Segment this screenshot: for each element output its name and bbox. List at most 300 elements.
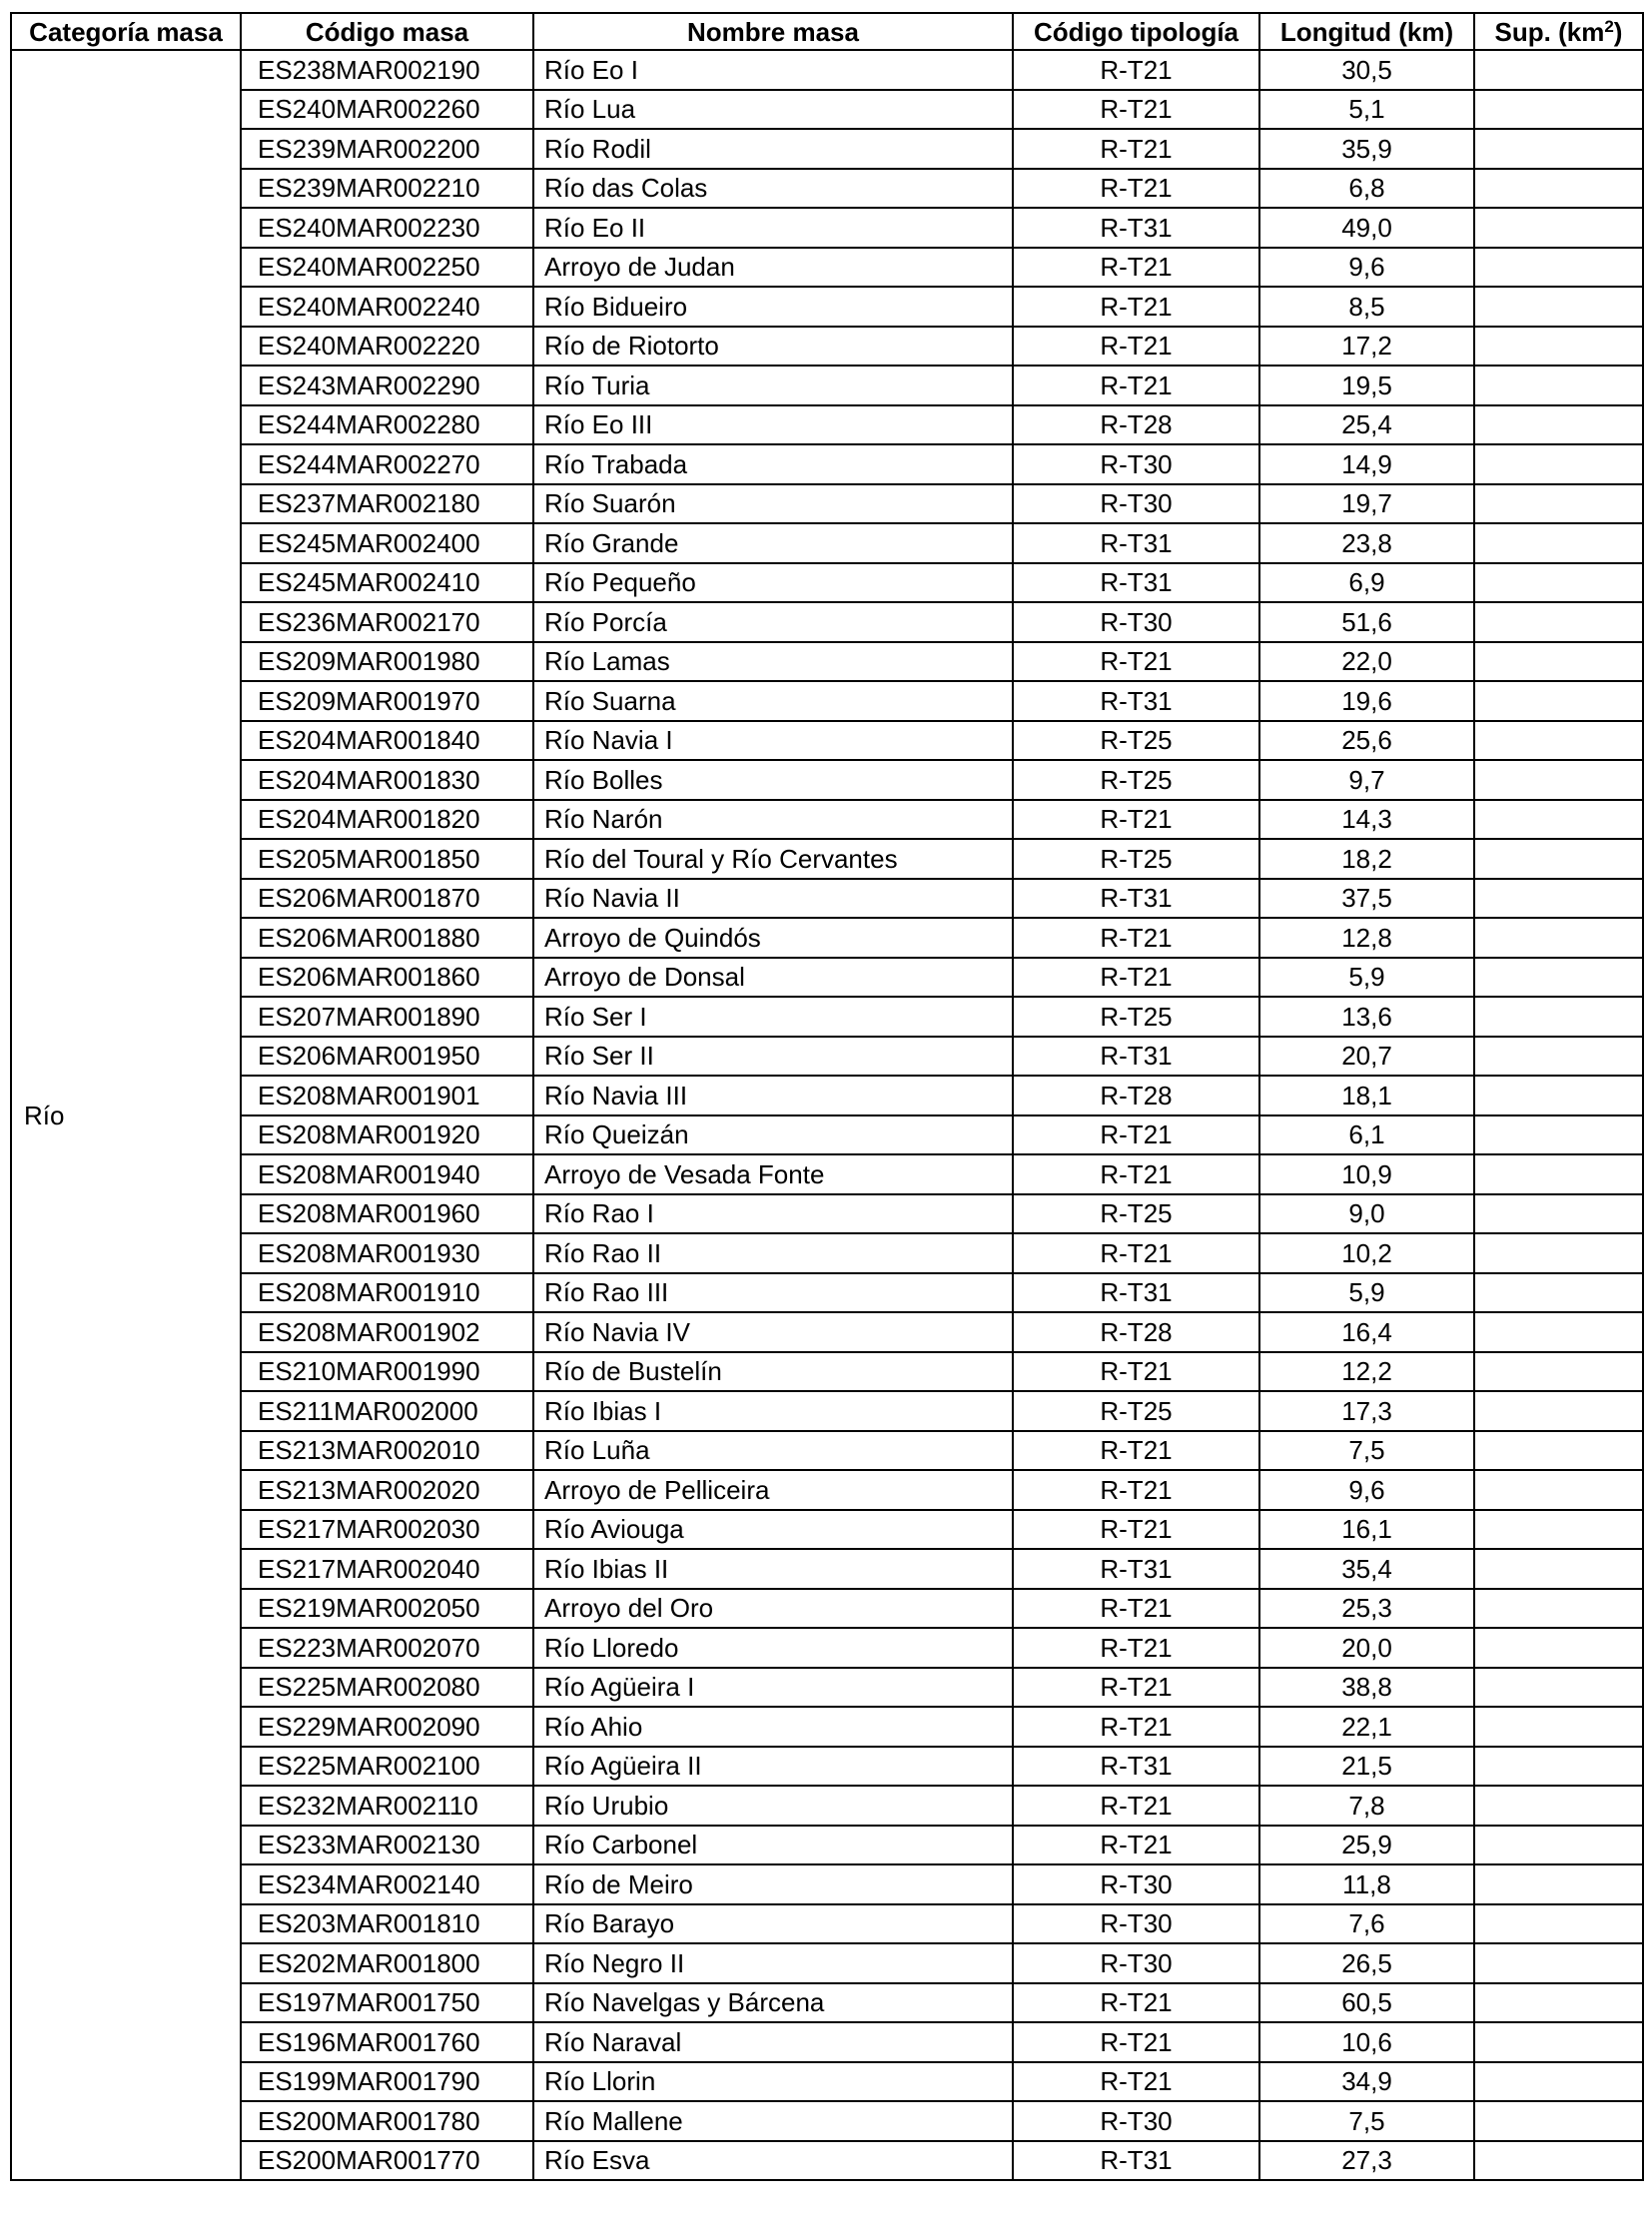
length-cell: 6,9 xyxy=(1259,563,1474,603)
length-cell: 20,7 xyxy=(1259,1037,1474,1077)
code-cell: ES244MAR002280 xyxy=(241,405,533,445)
surface-cell xyxy=(1474,366,1643,405)
typology-cell: R-T21 xyxy=(1013,1233,1259,1273)
name-cell: Arroyo de Vesada Fonte xyxy=(533,1154,1013,1194)
typology-cell: R-T21 xyxy=(1013,958,1259,998)
code-cell: ES208MAR001920 xyxy=(241,1115,533,1155)
header-name: Nombre masa xyxy=(533,13,1013,50)
code-cell: ES234MAR002140 xyxy=(241,1864,533,1904)
code-cell: ES206MAR001880 xyxy=(241,918,533,958)
table-row xyxy=(11,1628,1643,1668)
table-row xyxy=(11,1352,1643,1392)
surface-cell xyxy=(1474,1115,1643,1155)
typology-cell: R-T21 xyxy=(1013,1154,1259,1194)
length-cell: 20,0 xyxy=(1259,1628,1474,1668)
length-cell: 49,0 xyxy=(1259,208,1474,248)
name-cell: Río Turia xyxy=(533,366,1013,405)
surface-cell xyxy=(1474,1943,1643,1983)
length-cell: 8,5 xyxy=(1259,287,1474,327)
typology-cell: R-T21 xyxy=(1013,1352,1259,1392)
typology-cell: R-T21 xyxy=(1013,1431,1259,1471)
typology-cell: R-T31 xyxy=(1013,2141,1259,2181)
typology-cell: R-T30 xyxy=(1013,602,1259,642)
code-cell: ES213MAR002020 xyxy=(241,1470,533,1510)
table-row xyxy=(11,1589,1643,1629)
typology-cell: R-T21 xyxy=(1013,2022,1259,2062)
name-cell: Arroyo de Pelliceira xyxy=(533,1470,1013,1510)
typology-cell: R-T30 xyxy=(1013,1864,1259,1904)
table-row xyxy=(11,839,1643,879)
name-cell: Río Eo III xyxy=(533,405,1013,445)
table-row xyxy=(11,169,1643,209)
name-cell: Río Suarna xyxy=(533,681,1013,721)
table-row xyxy=(11,1037,1643,1077)
table-row xyxy=(11,1707,1643,1747)
name-cell: Río Navia IV xyxy=(533,1312,1013,1352)
length-cell: 18,1 xyxy=(1259,1076,1474,1115)
typology-cell: R-T21 xyxy=(1013,248,1259,288)
table-row xyxy=(11,523,1643,563)
name-cell: Arroyo de Judan xyxy=(533,248,1013,288)
typology-cell: R-T21 xyxy=(1013,169,1259,209)
table-header xyxy=(11,13,1643,50)
table-row xyxy=(11,800,1643,840)
code-cell: ES208MAR001960 xyxy=(241,1194,533,1234)
name-cell: Río Trabada xyxy=(533,444,1013,484)
table-row xyxy=(11,366,1643,405)
length-cell: 21,5 xyxy=(1259,1747,1474,1787)
code-cell: ES211MAR002000 xyxy=(241,1391,533,1431)
length-cell: 7,6 xyxy=(1259,1904,1474,1944)
code-cell: ES240MAR002260 xyxy=(241,90,533,130)
table-row xyxy=(11,90,1643,130)
name-cell: Río Aviouga xyxy=(533,1510,1013,1550)
table-row xyxy=(11,1747,1643,1787)
typology-cell: R-T21 xyxy=(1013,287,1259,327)
length-cell: 10,9 xyxy=(1259,1154,1474,1194)
table-row xyxy=(11,327,1643,367)
header-surface-prefix: Sup. (km xyxy=(1494,16,1605,47)
surface-cell xyxy=(1474,50,1643,90)
name-cell: Río Urubio xyxy=(533,1786,1013,1826)
typology-cell: R-T31 xyxy=(1013,681,1259,721)
code-cell: ES239MAR002210 xyxy=(241,169,533,209)
table-row xyxy=(11,444,1643,484)
typology-cell: R-T21 xyxy=(1013,90,1259,130)
surface-cell xyxy=(1474,1431,1643,1471)
surface-cell xyxy=(1474,1510,1643,1550)
typology-cell: R-T25 xyxy=(1013,760,1259,800)
header-surface-suffix: ) xyxy=(1613,16,1623,47)
surface-cell xyxy=(1474,1668,1643,1708)
table-row xyxy=(11,287,1643,327)
table-row xyxy=(11,2101,1643,2141)
length-cell: 34,9 xyxy=(1259,2062,1474,2102)
table-row xyxy=(11,129,1643,169)
code-cell: ES236MAR002170 xyxy=(241,602,533,642)
table-row xyxy=(11,1510,1643,1550)
surface-cell xyxy=(1474,327,1643,367)
table-row xyxy=(11,484,1643,524)
name-cell: Río Ser I xyxy=(533,997,1013,1037)
table-row xyxy=(11,2022,1643,2062)
surface-cell xyxy=(1474,1707,1643,1747)
header-surface-exponent: 2 xyxy=(1604,16,1614,36)
typology-cell: R-T21 xyxy=(1013,1510,1259,1550)
table-row xyxy=(11,2062,1643,2102)
typology-cell: R-T21 xyxy=(1013,1983,1259,2023)
length-cell: 22,1 xyxy=(1259,1707,1474,1747)
surface-cell xyxy=(1474,958,1643,998)
typology-cell: R-T25 xyxy=(1013,997,1259,1037)
code-cell: ES245MAR002400 xyxy=(241,523,533,563)
code-cell: ES240MAR002230 xyxy=(241,208,533,248)
code-cell: ES229MAR002090 xyxy=(241,1707,533,1747)
typology-cell: R-T21 xyxy=(1013,366,1259,405)
length-cell: 9,0 xyxy=(1259,1194,1474,1234)
code-cell: ES204MAR001830 xyxy=(241,760,533,800)
header-row xyxy=(11,13,1643,50)
length-cell: 38,8 xyxy=(1259,1668,1474,1708)
code-cell: ES209MAR001970 xyxy=(241,681,533,721)
typology-cell: R-T21 xyxy=(1013,1115,1259,1155)
code-cell: ES223MAR002070 xyxy=(241,1628,533,1668)
table-row xyxy=(11,1431,1643,1471)
name-cell: Río Pequeño xyxy=(533,563,1013,603)
length-cell: 6,8 xyxy=(1259,169,1474,209)
category-cell: Río xyxy=(11,50,241,2180)
surface-cell xyxy=(1474,1391,1643,1431)
name-cell: Río Ahio xyxy=(533,1707,1013,1747)
typology-cell: R-T28 xyxy=(1013,1312,1259,1352)
typology-cell: R-T21 xyxy=(1013,1826,1259,1865)
surface-cell xyxy=(1474,642,1643,682)
typology-cell: R-T25 xyxy=(1013,1391,1259,1431)
name-cell: Arroyo de Donsal xyxy=(533,958,1013,998)
length-cell: 7,5 xyxy=(1259,2101,1474,2141)
surface-cell xyxy=(1474,90,1643,130)
surface-cell xyxy=(1474,1273,1643,1313)
surface-cell xyxy=(1474,523,1643,563)
table-row xyxy=(11,1983,1643,2023)
surface-cell xyxy=(1474,248,1643,288)
code-cell: ES206MAR001950 xyxy=(241,1037,533,1077)
length-cell: 22,0 xyxy=(1259,642,1474,682)
surface-cell xyxy=(1474,1983,1643,2023)
code-cell: ES240MAR002250 xyxy=(241,248,533,288)
name-cell: Río Negro II xyxy=(533,1943,1013,1983)
typology-cell: R-T21 xyxy=(1013,1786,1259,1826)
typology-cell: R-T30 xyxy=(1013,2101,1259,2141)
surface-cell xyxy=(1474,1589,1643,1629)
code-cell: ES219MAR002050 xyxy=(241,1589,533,1629)
name-cell: Río Ser II xyxy=(533,1037,1013,1077)
code-cell: ES232MAR002110 xyxy=(241,1786,533,1826)
length-cell: 16,1 xyxy=(1259,1510,1474,1550)
table-row xyxy=(11,1864,1643,1904)
table-row xyxy=(11,879,1643,919)
table-row xyxy=(11,918,1643,958)
name-cell: Río Navia II xyxy=(533,879,1013,919)
header-length: Longitud (km) xyxy=(1259,13,1474,50)
surface-cell xyxy=(1474,1312,1643,1352)
length-cell: 35,4 xyxy=(1259,1549,1474,1589)
surface-cell xyxy=(1474,1826,1643,1865)
name-cell: Río Grande xyxy=(533,523,1013,563)
code-cell: ES208MAR001902 xyxy=(241,1312,533,1352)
length-cell: 5,9 xyxy=(1259,958,1474,998)
length-cell: 17,3 xyxy=(1259,1391,1474,1431)
surface-cell xyxy=(1474,602,1643,642)
code-cell: ES233MAR002130 xyxy=(241,1826,533,1865)
typology-cell: R-T21 xyxy=(1013,1668,1259,1708)
table-row xyxy=(11,1826,1643,1865)
name-cell: Río das Colas xyxy=(533,169,1013,209)
surface-cell xyxy=(1474,129,1643,169)
code-cell: ES200MAR001770 xyxy=(241,2141,533,2181)
length-cell: 35,9 xyxy=(1259,129,1474,169)
surface-cell xyxy=(1474,721,1643,761)
length-cell: 16,4 xyxy=(1259,1312,1474,1352)
table-row xyxy=(11,1233,1643,1273)
name-cell: Río Porcía xyxy=(533,602,1013,642)
length-cell: 23,8 xyxy=(1259,523,1474,563)
code-cell: ES208MAR001940 xyxy=(241,1154,533,1194)
name-cell: Río Narón xyxy=(533,800,1013,840)
table-row xyxy=(11,958,1643,998)
typology-cell: R-T28 xyxy=(1013,1076,1259,1115)
table-row xyxy=(11,248,1643,288)
code-cell: ES205MAR001850 xyxy=(241,839,533,879)
table-row xyxy=(11,721,1643,761)
length-cell: 12,2 xyxy=(1259,1352,1474,1392)
typology-cell: R-T21 xyxy=(1013,918,1259,958)
surface-cell xyxy=(1474,563,1643,603)
length-cell: 25,3 xyxy=(1259,1589,1474,1629)
length-cell: 5,9 xyxy=(1259,1273,1474,1313)
length-cell: 5,1 xyxy=(1259,90,1474,130)
surface-cell xyxy=(1474,1864,1643,1904)
table-row xyxy=(11,997,1643,1037)
name-cell: Río Navelgas y Bárcena xyxy=(533,1983,1013,2023)
length-cell: 7,5 xyxy=(1259,1431,1474,1471)
name-cell: Río Rao III xyxy=(533,1273,1013,1313)
table-row xyxy=(11,1549,1643,1589)
typology-cell: R-T30 xyxy=(1013,1904,1259,1944)
code-cell: ES202MAR001800 xyxy=(241,1943,533,1983)
name-cell: Río Agüeira II xyxy=(533,1747,1013,1787)
table-row xyxy=(11,208,1643,248)
name-cell: Río Agüeira I xyxy=(533,1668,1013,1708)
typology-cell: R-T21 xyxy=(1013,800,1259,840)
code-cell: ES217MAR002030 xyxy=(241,1510,533,1550)
code-cell: ES196MAR001760 xyxy=(241,2022,533,2062)
surface-cell xyxy=(1474,1628,1643,1668)
surface-cell xyxy=(1474,997,1643,1037)
name-cell: Río Lloredo xyxy=(533,1628,1013,1668)
surface-cell xyxy=(1474,760,1643,800)
length-cell: 14,3 xyxy=(1259,800,1474,840)
table-row xyxy=(11,1312,1643,1352)
length-cell: 30,5 xyxy=(1259,50,1474,90)
name-cell: Río Bidueiro xyxy=(533,287,1013,327)
surface-cell xyxy=(1474,1076,1643,1115)
code-cell: ES225MAR002080 xyxy=(241,1668,533,1708)
table-row xyxy=(11,1154,1643,1194)
code-cell: ES208MAR001910 xyxy=(241,1273,533,1313)
name-cell: Río Navia I xyxy=(533,721,1013,761)
typology-cell: R-T31 xyxy=(1013,1549,1259,1589)
typology-cell: R-T31 xyxy=(1013,879,1259,919)
surface-cell xyxy=(1474,2101,1643,2141)
length-cell: 10,2 xyxy=(1259,1233,1474,1273)
table-row xyxy=(11,1668,1643,1708)
length-cell: 19,6 xyxy=(1259,681,1474,721)
length-cell: 27,3 xyxy=(1259,2141,1474,2181)
name-cell: Río de Meiro xyxy=(533,1864,1013,1904)
length-cell: 26,5 xyxy=(1259,1943,1474,1983)
length-cell: 6,1 xyxy=(1259,1115,1474,1155)
code-cell: ES206MAR001870 xyxy=(241,879,533,919)
typology-cell: R-T31 xyxy=(1013,1273,1259,1313)
typology-cell: R-T31 xyxy=(1013,523,1259,563)
surface-cell xyxy=(1474,1352,1643,1392)
code-cell: ES208MAR001901 xyxy=(241,1076,533,1115)
name-cell: Río Suarón xyxy=(533,484,1013,524)
code-cell: ES199MAR001790 xyxy=(241,2062,533,2102)
surface-cell xyxy=(1474,1747,1643,1787)
length-cell: 18,2 xyxy=(1259,839,1474,879)
typology-cell: R-T30 xyxy=(1013,484,1259,524)
surface-cell xyxy=(1474,918,1643,958)
name-cell: Río Esva xyxy=(533,2141,1013,2181)
header-typology: Código tipología xyxy=(1013,13,1259,50)
header-category: Categoría masa xyxy=(11,13,241,50)
name-cell: Río Ibias II xyxy=(533,1549,1013,1589)
code-cell: ES200MAR001780 xyxy=(241,2101,533,2141)
table-row xyxy=(11,563,1643,603)
length-cell: 19,5 xyxy=(1259,366,1474,405)
table-body xyxy=(11,50,1643,2180)
typology-cell: R-T21 xyxy=(1013,327,1259,367)
name-cell: Río Bolles xyxy=(533,760,1013,800)
length-cell: 10,6 xyxy=(1259,2022,1474,2062)
water-bodies-table xyxy=(10,12,1644,2181)
name-cell: Río Luña xyxy=(533,1431,1013,1471)
surface-cell xyxy=(1474,879,1643,919)
surface-cell xyxy=(1474,208,1643,248)
code-cell: ES243MAR002290 xyxy=(241,366,533,405)
name-cell: Río Naraval xyxy=(533,2022,1013,2062)
typology-cell: R-T25 xyxy=(1013,839,1259,879)
length-cell: 13,6 xyxy=(1259,997,1474,1037)
length-cell: 11,8 xyxy=(1259,1864,1474,1904)
length-cell: 51,6 xyxy=(1259,602,1474,642)
header-code: Código masa xyxy=(241,13,533,50)
table-row xyxy=(11,1194,1643,1234)
name-cell: Arroyo de Quindós xyxy=(533,918,1013,958)
table-row xyxy=(11,681,1643,721)
surface-cell xyxy=(1474,1786,1643,1826)
name-cell: Río Barayo xyxy=(533,1904,1013,1944)
code-cell: ES204MAR001840 xyxy=(241,721,533,761)
name-cell: Río de Bustelín xyxy=(533,1352,1013,1392)
length-cell: 7,8 xyxy=(1259,1786,1474,1826)
length-cell: 14,9 xyxy=(1259,444,1474,484)
length-cell: 25,9 xyxy=(1259,1826,1474,1865)
surface-cell xyxy=(1474,1904,1643,1944)
name-cell: Río Eo I xyxy=(533,50,1013,90)
table-row xyxy=(11,1273,1643,1313)
surface-cell xyxy=(1474,1470,1643,1510)
table-row xyxy=(11,50,1643,90)
table-row xyxy=(11,1391,1643,1431)
surface-cell xyxy=(1474,1549,1643,1589)
typology-cell: R-T30 xyxy=(1013,1943,1259,1983)
name-cell: Río Mallene xyxy=(533,2101,1013,2141)
name-cell: Río Rodil xyxy=(533,129,1013,169)
name-cell: Río Rao I xyxy=(533,1194,1013,1234)
surface-cell xyxy=(1474,169,1643,209)
typology-cell: R-T25 xyxy=(1013,721,1259,761)
typology-cell: R-T30 xyxy=(1013,444,1259,484)
code-cell: ES203MAR001810 xyxy=(241,1904,533,1944)
name-cell: Río de Riotorto xyxy=(533,327,1013,367)
typology-cell: R-T31 xyxy=(1013,208,1259,248)
name-cell: Río Navia III xyxy=(533,1076,1013,1115)
code-cell: ES217MAR002040 xyxy=(241,1549,533,1589)
surface-cell xyxy=(1474,287,1643,327)
name-cell: Arroyo del Oro xyxy=(533,1589,1013,1629)
surface-cell xyxy=(1474,1233,1643,1273)
surface-cell xyxy=(1474,484,1643,524)
table-row xyxy=(11,405,1643,445)
code-cell: ES239MAR002200 xyxy=(241,129,533,169)
typology-cell: R-T21 xyxy=(1013,1628,1259,1668)
surface-cell xyxy=(1474,839,1643,879)
typology-cell: R-T21 xyxy=(1013,1589,1259,1629)
typology-cell: R-T28 xyxy=(1013,405,1259,445)
typology-cell: R-T21 xyxy=(1013,50,1259,90)
code-cell: ES225MAR002100 xyxy=(241,1747,533,1787)
name-cell: Río Ibias I xyxy=(533,1391,1013,1431)
typology-cell: R-T21 xyxy=(1013,1470,1259,1510)
code-cell: ES213MAR002010 xyxy=(241,1431,533,1471)
typology-cell: R-T21 xyxy=(1013,129,1259,169)
table-row xyxy=(11,2141,1643,2181)
header-surface xyxy=(1474,13,1643,50)
table-row xyxy=(11,1786,1643,1826)
name-cell: Río Queizán xyxy=(533,1115,1013,1155)
surface-cell xyxy=(1474,405,1643,445)
name-cell: Río Rao II xyxy=(533,1233,1013,1273)
typology-cell: R-T31 xyxy=(1013,1747,1259,1787)
surface-cell xyxy=(1474,1194,1643,1234)
code-cell: ES208MAR001930 xyxy=(241,1233,533,1273)
table-row xyxy=(11,1115,1643,1155)
surface-cell xyxy=(1474,800,1643,840)
name-cell: Río Carbonel xyxy=(533,1826,1013,1865)
surface-cell xyxy=(1474,2022,1643,2062)
code-cell: ES210MAR001990 xyxy=(241,1352,533,1392)
surface-cell xyxy=(1474,1154,1643,1194)
length-cell: 17,2 xyxy=(1259,327,1474,367)
typology-cell: R-T31 xyxy=(1013,563,1259,603)
code-cell: ES209MAR001980 xyxy=(241,642,533,682)
surface-cell xyxy=(1474,2141,1643,2181)
table-row xyxy=(11,1904,1643,1944)
length-cell: 19,7 xyxy=(1259,484,1474,524)
